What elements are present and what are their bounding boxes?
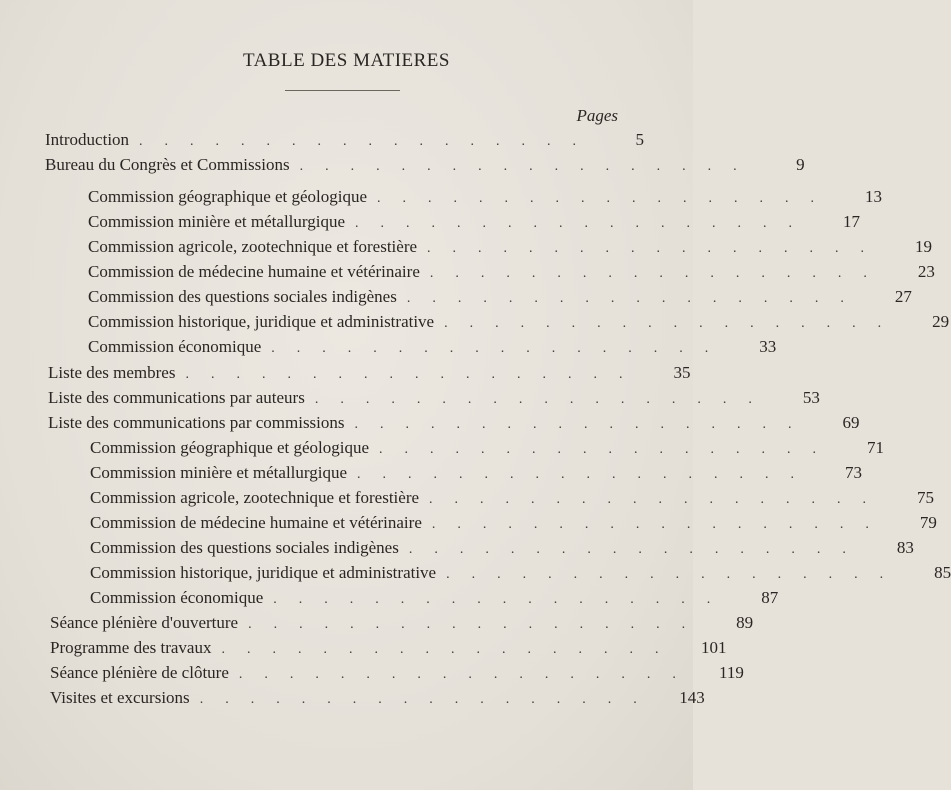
toc-entry xyxy=(45,155,805,179)
leader-dots: .................. xyxy=(139,134,599,149)
toc-entry-page: 73 xyxy=(845,463,863,482)
toc-entry-page: 69 xyxy=(842,413,860,432)
toc-entry-page: 35 xyxy=(673,363,691,382)
toc-entry-page: 83 xyxy=(896,538,914,557)
toc-entry-label: Commission géographique et géologique xyxy=(90,438,370,457)
leader-dots: .................. xyxy=(314,392,774,407)
toc-entry xyxy=(50,613,754,637)
leader-dots: .................. xyxy=(446,567,906,582)
leader-dots: .................. xyxy=(429,266,889,281)
toc-entry xyxy=(48,388,820,412)
toc-entry xyxy=(88,262,935,286)
toc-entry-label: Commission économique xyxy=(88,337,262,356)
toc-entry-label: Introduction xyxy=(45,130,130,149)
toc-entry-label: Commission de médecine humaine et vétérinaire xyxy=(88,262,420,281)
leader-dots: .................. xyxy=(185,367,645,382)
toc-entry-label: Liste des communications par commissions xyxy=(48,413,345,432)
toc-entry-page: 89 xyxy=(736,613,754,632)
toc-entry-label: Programme des travaux xyxy=(50,638,212,657)
toc-entry-label: Commission économique xyxy=(90,588,264,607)
leader-dots: .................. xyxy=(357,467,817,482)
toc-entry xyxy=(90,588,779,612)
leader-dots: .................. xyxy=(299,159,759,174)
toc-entry-page: 19 xyxy=(915,237,933,256)
toc-entry xyxy=(50,663,744,687)
leader-dots: .................. xyxy=(406,291,866,306)
toc-entry-page: 79 xyxy=(919,513,937,532)
leader-dots: .................. xyxy=(355,216,815,231)
leader-dots: .................. xyxy=(238,667,698,682)
toc-entry-page: 53 xyxy=(802,388,820,407)
toc-entry xyxy=(90,538,914,562)
toc-entry-label: Commission agricole, zootechnique et forestière xyxy=(88,237,418,256)
toc-entry-page: 119 xyxy=(719,663,744,682)
toc-entry xyxy=(90,513,937,537)
leader-dots: .................. xyxy=(273,592,733,607)
toc-entry-page: 29 xyxy=(932,312,950,331)
toc-entry-page: 85 xyxy=(934,563,951,582)
toc-entry-page: 17 xyxy=(843,212,861,231)
toc-entry-page: 33 xyxy=(759,337,777,356)
toc-entry xyxy=(50,688,705,712)
toc-entry-page: 75 xyxy=(917,488,935,507)
toc-entry xyxy=(88,287,912,311)
toc-entry-page: 9 xyxy=(796,155,805,174)
toc-entry xyxy=(88,337,777,361)
toc-entry-page: 71 xyxy=(867,438,885,457)
toc-entry-page: 27 xyxy=(894,287,912,306)
toc-entry xyxy=(48,413,860,437)
leader-dots: .................. xyxy=(431,517,891,532)
leader-dots: .................. xyxy=(354,417,814,432)
toc-entry xyxy=(90,488,935,512)
toc-entry xyxy=(88,187,883,211)
leader-dots: .................. xyxy=(248,617,708,632)
toc-entry-label: Liste des communications par auteurs xyxy=(48,388,305,407)
leader-dots: .................. xyxy=(427,241,887,256)
toc-entry-label: Commission géographique et géologique xyxy=(88,187,368,206)
toc-entry-label: Commission agricole, zootechnique et forestière xyxy=(90,488,420,507)
leader-dots: .................. xyxy=(444,316,904,331)
toc-entry xyxy=(88,212,861,236)
leader-dots: .................. xyxy=(408,542,868,557)
leader-dots: .................. xyxy=(377,191,837,206)
title-divider xyxy=(285,90,400,91)
toc-entry-page: 87 xyxy=(761,588,779,607)
toc-entry xyxy=(45,130,645,154)
toc-entry xyxy=(90,563,951,587)
toc-entry-label: Commission historique, juridique et administrative xyxy=(90,563,437,582)
toc-entry-page: 13 xyxy=(865,187,883,206)
leader-dots: .................. xyxy=(271,341,731,356)
leader-dots: .................. xyxy=(429,492,889,507)
pages-column-header: Pages xyxy=(576,106,618,125)
toc-entry-label: Commission de médecine humaine et vétérinaire xyxy=(90,513,422,532)
toc-entry-page: 23 xyxy=(917,262,935,281)
toc-entry-page: 5 xyxy=(635,130,645,149)
toc-entry-label: Séance plénière d'ouverture xyxy=(50,613,239,632)
page-title: TABLE DES MATIERES xyxy=(243,50,450,71)
toc-entry-page: 101 xyxy=(700,638,727,657)
toc-entry-label: Commission historique, juridique et administrative xyxy=(88,312,435,331)
toc-entry-label: Commission des questions sociales indigènes xyxy=(88,287,397,306)
toc-entry-label: Commission minière et métallurgique xyxy=(88,212,346,231)
toc-entry-label: Séance plénière de clôture xyxy=(50,663,229,682)
toc-entry xyxy=(88,312,950,336)
toc-entry-label: Commission des questions sociales indigènes xyxy=(90,538,399,557)
leader-dots: .................. xyxy=(199,692,659,707)
toc-entry-label: Bureau du Congrès et Commissions xyxy=(45,155,290,174)
toc-entry-page: 143 xyxy=(679,688,705,707)
toc-entry-label: Visites et excursions xyxy=(50,688,190,707)
toc-entry xyxy=(48,363,691,387)
toc-entry-label: Liste des membres xyxy=(48,363,176,382)
toc-entry xyxy=(90,438,885,462)
toc-entry xyxy=(90,463,863,487)
toc-entry-label: Commission minière et métallurgique xyxy=(90,463,348,482)
toc-entry xyxy=(88,237,933,261)
leader-dots: .................. xyxy=(221,642,681,657)
toc-entry xyxy=(50,638,727,662)
leader-dots: .................. xyxy=(379,442,839,457)
